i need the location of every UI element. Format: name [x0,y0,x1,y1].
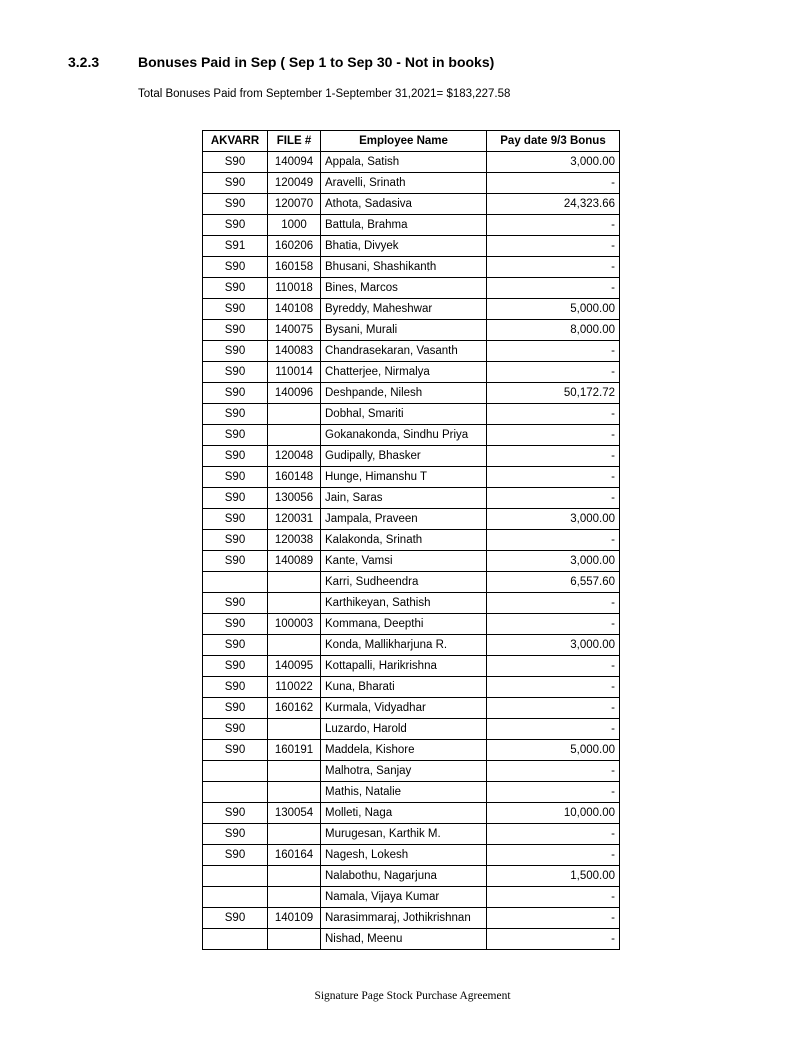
bonus-amount-cell: - [487,362,620,383]
file-number-cell: 110022 [268,677,321,698]
header-pay-date-bonus: Pay date 9/3 Bonus [487,131,620,152]
file-number-cell: 130056 [268,488,321,509]
table-row [203,173,620,194]
employee-name-cell: Appala, Satish [321,152,487,173]
table-row [203,530,620,551]
file-number-cell: 140096 [268,383,321,404]
file-number-cell [268,887,321,908]
akvarr-cell: S90 [203,446,268,467]
file-number-cell: 160164 [268,845,321,866]
employee-name-cell: Kottapalli, Harikrishna [321,656,487,677]
bonus-amount-cell: 24,323.66 [487,194,620,215]
table-row [203,572,620,593]
table-row [203,257,620,278]
akvarr-cell: S90 [203,362,268,383]
akvarr-cell [203,929,268,950]
akvarr-cell [203,887,268,908]
akvarr-cell: S90 [203,908,268,929]
section-title: Bonuses Paid in Sep ( Sep 1 to Sep 30 - Not in books) [138,54,495,70]
file-number-cell: 140108 [268,299,321,320]
employee-name-cell: Bysani, Murali [321,320,487,341]
table-row [203,320,620,341]
table-row [203,866,620,887]
bonus-amount-cell: 1,500.00 [487,866,620,887]
bonus-amount-cell: - [487,278,620,299]
bonus-amount-cell: - [487,173,620,194]
file-number-cell: 160148 [268,467,321,488]
employee-name-cell: Narasimmaraj, Jothikrishnan [321,908,487,929]
bonus-amount-cell: - [487,593,620,614]
file-number-cell: 160191 [268,740,321,761]
bonus-amount-cell: 50,172.72 [487,383,620,404]
akvarr-cell: S90 [203,824,268,845]
table-row [203,698,620,719]
bonus-amount-cell: - [487,908,620,929]
employee-name-cell: Molleti, Naga [321,803,487,824]
table-row [203,362,620,383]
file-number-cell: 160206 [268,236,321,257]
akvarr-cell: S90 [203,215,268,236]
bonus-amount-cell: - [487,257,620,278]
bonus-amount-cell: - [487,530,620,551]
file-number-cell [268,404,321,425]
file-number-cell: 140083 [268,341,321,362]
akvarr-cell: S90 [203,740,268,761]
page-footer: Signature Page Stock Purchase Agreement [314,990,511,1002]
akvarr-cell: S90 [203,341,268,362]
table-row [203,740,620,761]
akvarr-cell [203,782,268,803]
akvarr-cell: S90 [203,467,268,488]
file-number-cell [268,425,321,446]
bonus-amount-cell: - [487,824,620,845]
akvarr-cell: S90 [203,635,268,656]
file-number-cell: 120038 [268,530,321,551]
employee-name-cell: Jain, Saras [321,488,487,509]
file-number-cell: 160162 [268,698,321,719]
akvarr-cell: S90 [203,425,268,446]
employee-name-cell: Kurmala, Vidyadhar [321,698,487,719]
file-number-cell: 100003 [268,614,321,635]
bonus-amount-cell: 3,000.00 [487,635,620,656]
file-number-cell: 120049 [268,173,321,194]
table-row [203,677,620,698]
bonus-amount-cell: 3,000.00 [487,152,620,173]
table-row [203,782,620,803]
employee-name-cell: Bhatia, Divyek [321,236,487,257]
bonus-amount-cell: - [487,215,620,236]
header-file-number: FILE # [268,131,321,152]
employee-name-cell: Aravelli, Srinath [321,173,487,194]
table-row [203,551,620,572]
table-row [203,488,620,509]
employee-name-cell: Luzardo, Harold [321,719,487,740]
akvarr-cell: S90 [203,530,268,551]
employee-name-cell: Athota, Sadasiva [321,194,487,215]
employee-name-cell: Hunge, Himanshu T [321,467,487,488]
bonus-amount-cell: - [487,614,620,635]
bonus-amount-cell: 8,000.00 [487,320,620,341]
employee-name-cell: Chandrasekaran, Vasanth [321,341,487,362]
table-row [203,194,620,215]
file-number-cell [268,824,321,845]
header-akvarr: AKVARR [203,131,268,152]
table-row [203,383,620,404]
table-row [203,824,620,845]
employee-name-cell: Jampala, Praveen [321,509,487,530]
bonus-table [202,130,620,950]
bonus-amount-cell: 10,000.00 [487,803,620,824]
akvarr-cell [203,866,268,887]
akvarr-cell: S90 [203,719,268,740]
akvarr-cell: S90 [203,509,268,530]
employee-name-cell: Kuna, Bharati [321,677,487,698]
akvarr-cell: S90 [203,488,268,509]
bonus-amount-cell: 3,000.00 [487,509,620,530]
table-row [203,446,620,467]
akvarr-cell: S90 [203,845,268,866]
employee-name-cell: Bines, Marcos [321,278,487,299]
file-number-cell: 120070 [268,194,321,215]
akvarr-cell [203,572,268,593]
bonus-amount-cell: - [487,677,620,698]
file-number-cell: 140109 [268,908,321,929]
section-number: 3.2.3 [68,54,100,70]
header-employee-name: Employee Name [321,131,487,152]
bonus-amount-cell: 6,557.60 [487,572,620,593]
table-row [203,236,620,257]
table-row [203,887,620,908]
employee-name-cell: Maddela, Kishore [321,740,487,761]
table-row [203,299,620,320]
bonus-amount-cell: - [487,887,620,908]
bonus-amount-cell: 5,000.00 [487,740,620,761]
file-number-cell: 110014 [268,362,321,383]
table-row [203,845,620,866]
section-heading [68,54,494,70]
bonus-amount-cell: 3,000.00 [487,551,620,572]
bonus-amount-cell: - [487,446,620,467]
akvarr-cell: S90 [203,677,268,698]
employee-name-cell: Chatterjee, Nirmalya [321,362,487,383]
bonus-amount-cell: - [487,782,620,803]
bonus-amount-cell: - [487,929,620,950]
akvarr-cell: S90 [203,383,268,404]
file-number-cell: 120048 [268,446,321,467]
table-row [203,929,620,950]
bonus-amount-cell: - [487,425,620,446]
file-number-cell [268,572,321,593]
file-number-cell: 120031 [268,509,321,530]
bonus-amount-cell: - [487,341,620,362]
akvarr-cell: S90 [203,152,268,173]
employee-name-cell: Murugesan, Karthik M. [321,824,487,845]
employee-name-cell: Kante, Vamsi [321,551,487,572]
bonus-amount-cell: - [487,467,620,488]
akvarr-cell: S90 [203,299,268,320]
akvarr-cell: S90 [203,593,268,614]
akvarr-cell: S90 [203,320,268,341]
employee-name-cell: Namala, Vijaya Kumar [321,887,487,908]
table-row [203,341,620,362]
file-number-cell: 130054 [268,803,321,824]
akvarr-cell: S90 [203,404,268,425]
employee-name-cell: Dobhal, Smariti [321,404,487,425]
table-row [203,509,620,530]
employee-name-cell: Mathis, Natalie [321,782,487,803]
file-number-cell: 1000 [268,215,321,236]
akvarr-cell [203,761,268,782]
employee-name-cell: Nagesh, Lokesh [321,845,487,866]
akvarr-cell: S90 [203,278,268,299]
file-number-cell [268,719,321,740]
employee-name-cell: Karri, Sudheendra [321,572,487,593]
employee-name-cell: Karthikeyan, Sathish [321,593,487,614]
total-bonuses-summary: Total Bonuses Paid from September 1-September 31,2021= $183,227.58 [138,88,511,100]
table-row [203,404,620,425]
file-number-cell: 140089 [268,551,321,572]
table-row [203,593,620,614]
akvarr-cell: S90 [203,194,268,215]
table-row [203,803,620,824]
employee-name-cell: Kalakonda, Srinath [321,530,487,551]
file-number-cell: 160158 [268,257,321,278]
table-row [203,425,620,446]
bonus-amount-cell: - [487,488,620,509]
employee-name-cell: Malhotra, Sanjay [321,761,487,782]
table-row [203,278,620,299]
employee-name-cell: Battula, Brahma [321,215,487,236]
file-number-cell [268,761,321,782]
file-number-cell [268,593,321,614]
bonus-amount-cell: - [487,698,620,719]
akvarr-cell: S90 [203,551,268,572]
employee-name-cell: Nalabothu, Nagarjuna [321,866,487,887]
akvarr-cell: S91 [203,236,268,257]
bonus-amount-cell: - [487,656,620,677]
file-number-cell [268,866,321,887]
akvarr-cell: S90 [203,173,268,194]
file-number-cell: 140095 [268,656,321,677]
employee-name-cell: Byreddy, Maheshwar [321,299,487,320]
file-number-cell: 110018 [268,278,321,299]
employee-name-cell: Gudipally, Bhasker [321,446,487,467]
akvarr-cell: S90 [203,614,268,635]
table-row [203,719,620,740]
bonus-amount-cell: - [487,236,620,257]
bonus-amount-cell: - [487,845,620,866]
employee-name-cell: Kommana, Deepthi [321,614,487,635]
table-row [203,656,620,677]
employee-name-cell: Nishad, Meenu [321,929,487,950]
file-number-cell: 140094 [268,152,321,173]
table-row [203,152,620,173]
file-number-cell: 140075 [268,320,321,341]
employee-name-cell: Gokanakonda, Sindhu Priya [321,425,487,446]
akvarr-cell: S90 [203,257,268,278]
table-row [203,635,620,656]
bonus-amount-cell: 5,000.00 [487,299,620,320]
employee-name-cell: Konda, Mallikharjuna R. [321,635,487,656]
table-row [203,908,620,929]
table-row [203,614,620,635]
akvarr-cell: S90 [203,698,268,719]
table-row [203,761,620,782]
akvarr-cell: S90 [203,803,268,824]
file-number-cell [268,929,321,950]
table-row [203,215,620,236]
bonus-amount-cell: - [487,761,620,782]
employee-name-cell: Bhusani, Shashikanth [321,257,487,278]
file-number-cell [268,635,321,656]
bonus-amount-cell: - [487,719,620,740]
file-number-cell [268,782,321,803]
table-header-row [203,131,620,152]
akvarr-cell: S90 [203,656,268,677]
table-row [203,467,620,488]
employee-name-cell: Deshpande, Nilesh [321,383,487,404]
bonus-amount-cell: - [487,404,620,425]
table-body [203,152,620,950]
